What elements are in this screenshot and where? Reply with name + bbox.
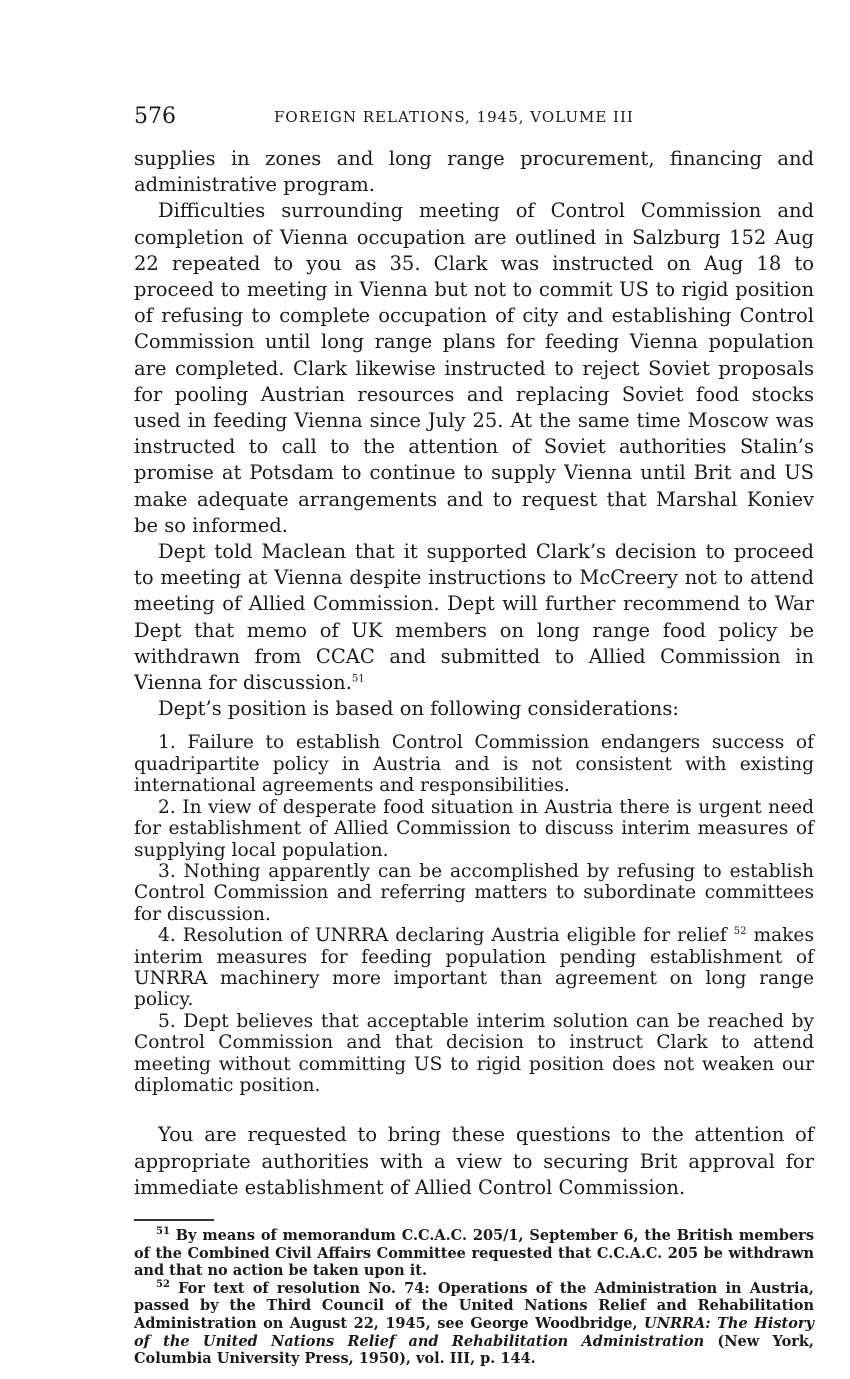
page-header (134, 104, 814, 132)
footnote-52-text-a: For text of resolution No. 74: Operations of the Administration in Austria, passed by the Third Council of the United Nations Relief and Rehabilitation Administration on August 22, 1945, see George Woodbridge, (134, 1279, 814, 1332)
consideration-item-2: 2. In view of desperate food situation in Austria there is urgent need for establishment of Allied Commission to discuss interim measures of supplying local population. (134, 796, 814, 861)
considerations-list (134, 732, 814, 1096)
paragraph-maclean (134, 539, 814, 696)
consideration-item-4-text-b: makes interim measures for feeding population pending establishment of UNRRA machinery more important than agreement on long range policy. (134, 925, 814, 1011)
footnote-52 (134, 1280, 814, 1368)
consideration-item-5: 5. Dept believes that acceptable interim solution can be reached by Control Commission and that decision to instruct Clark to attend meeting without committing US to rigid position does not weaken our diplomatic position. (134, 1010, 814, 1096)
footnotes (134, 1227, 814, 1368)
paragraph-maclean-text: Dept told Maclean that it supported Clark’s decision to proceed to meeting at Vienna despite instructions to McCreery not to attend meeting of Allied Commission. Dept will further recommend to War Dept that memo of UK members on long range food policy be withdrawn from CCAC and submitted to Allied Commission in Vienna for discussion. (134, 540, 814, 695)
footnote-ref-52: 52 (733, 925, 747, 937)
consideration-item-4 (134, 925, 814, 1011)
paragraph-continuation: supplies in zones and long range procurement, financing and administrative program. (134, 147, 814, 197)
consideration-item-1: 1. Failure to establish Control Commission endangers success of quadripartite policy in Austria and is not consistent with existing international agreements and responsibilities. (134, 732, 814, 797)
footnote-51 (134, 1227, 814, 1280)
main-text (134, 146, 814, 722)
footnote-51-text: By means of memorandum C.C.A.C. 205/1, September 6, the British members of the Combined Civil Affairs Committee requested that C.C.A.C. 205 be withdrawn and that no action be taken upon it. (134, 1226, 814, 1280)
page-number: 576 (134, 104, 176, 129)
paragraph-position: Dept’s position is based on following considerations: (158, 697, 679, 721)
page-body (134, 146, 814, 1368)
consideration-item-4-text-a: 4. Resolution of UNRRA declaring Austria eligible for relief (158, 925, 727, 947)
footnote-51-mark: 51 (156, 1226, 170, 1238)
footnote-52-book-title: UNRRA: The History of the United Nations Relief and Rehabilitation Administration (134, 1314, 814, 1350)
paragraph-closing: You are requested to bring these questions to the attention of appropriate authorities with a view to securing Brit approval for immediate establishment of Allied Control Commission. (134, 1123, 814, 1199)
paragraph-difficulties: Difficulties surrounding meeting of Control Commission and completion of Vienna occupation are outlined in Salzburg 152 Aug 22 repeated to you as 35. Clark was instructed on Aug 18 to proceed to meeting in Vienna but not to commit US to rigid position of refusing to complete occupation of city and establishing Control Commission until long range plans for feeding Vienna population are completed. Clark likewise instructed to reject Soviet proposals for pooling Austrian resources and replacing Soviet food stocks used in feeding Vienna since July 25. At the same time Moscow was instructed to call to the attention of Soviet authorities Stalin’s promise at Potsdam to continue to supply Vienna until Brit and US make adequate arrangements and to request that Marshal Koniev be so informed. (134, 199, 814, 537)
footnote-rule (134, 1219, 214, 1221)
footnote-52-text-b: (New York, Columbia University Press, 1950), vol. III, p. 144. (134, 1332, 814, 1368)
footnote-ref-51: 51 (351, 673, 365, 685)
closing-block (134, 1122, 814, 1201)
footnote-52-mark: 52 (156, 1278, 170, 1290)
consideration-item-3: 3. Nothing apparently can be accomplished by refusing to establish Control Commission and referring matters to subordinate committees for discussion. (134, 860, 814, 925)
running-head: FOREIGN RELATIONS, 1945, VOLUME III (274, 108, 634, 126)
